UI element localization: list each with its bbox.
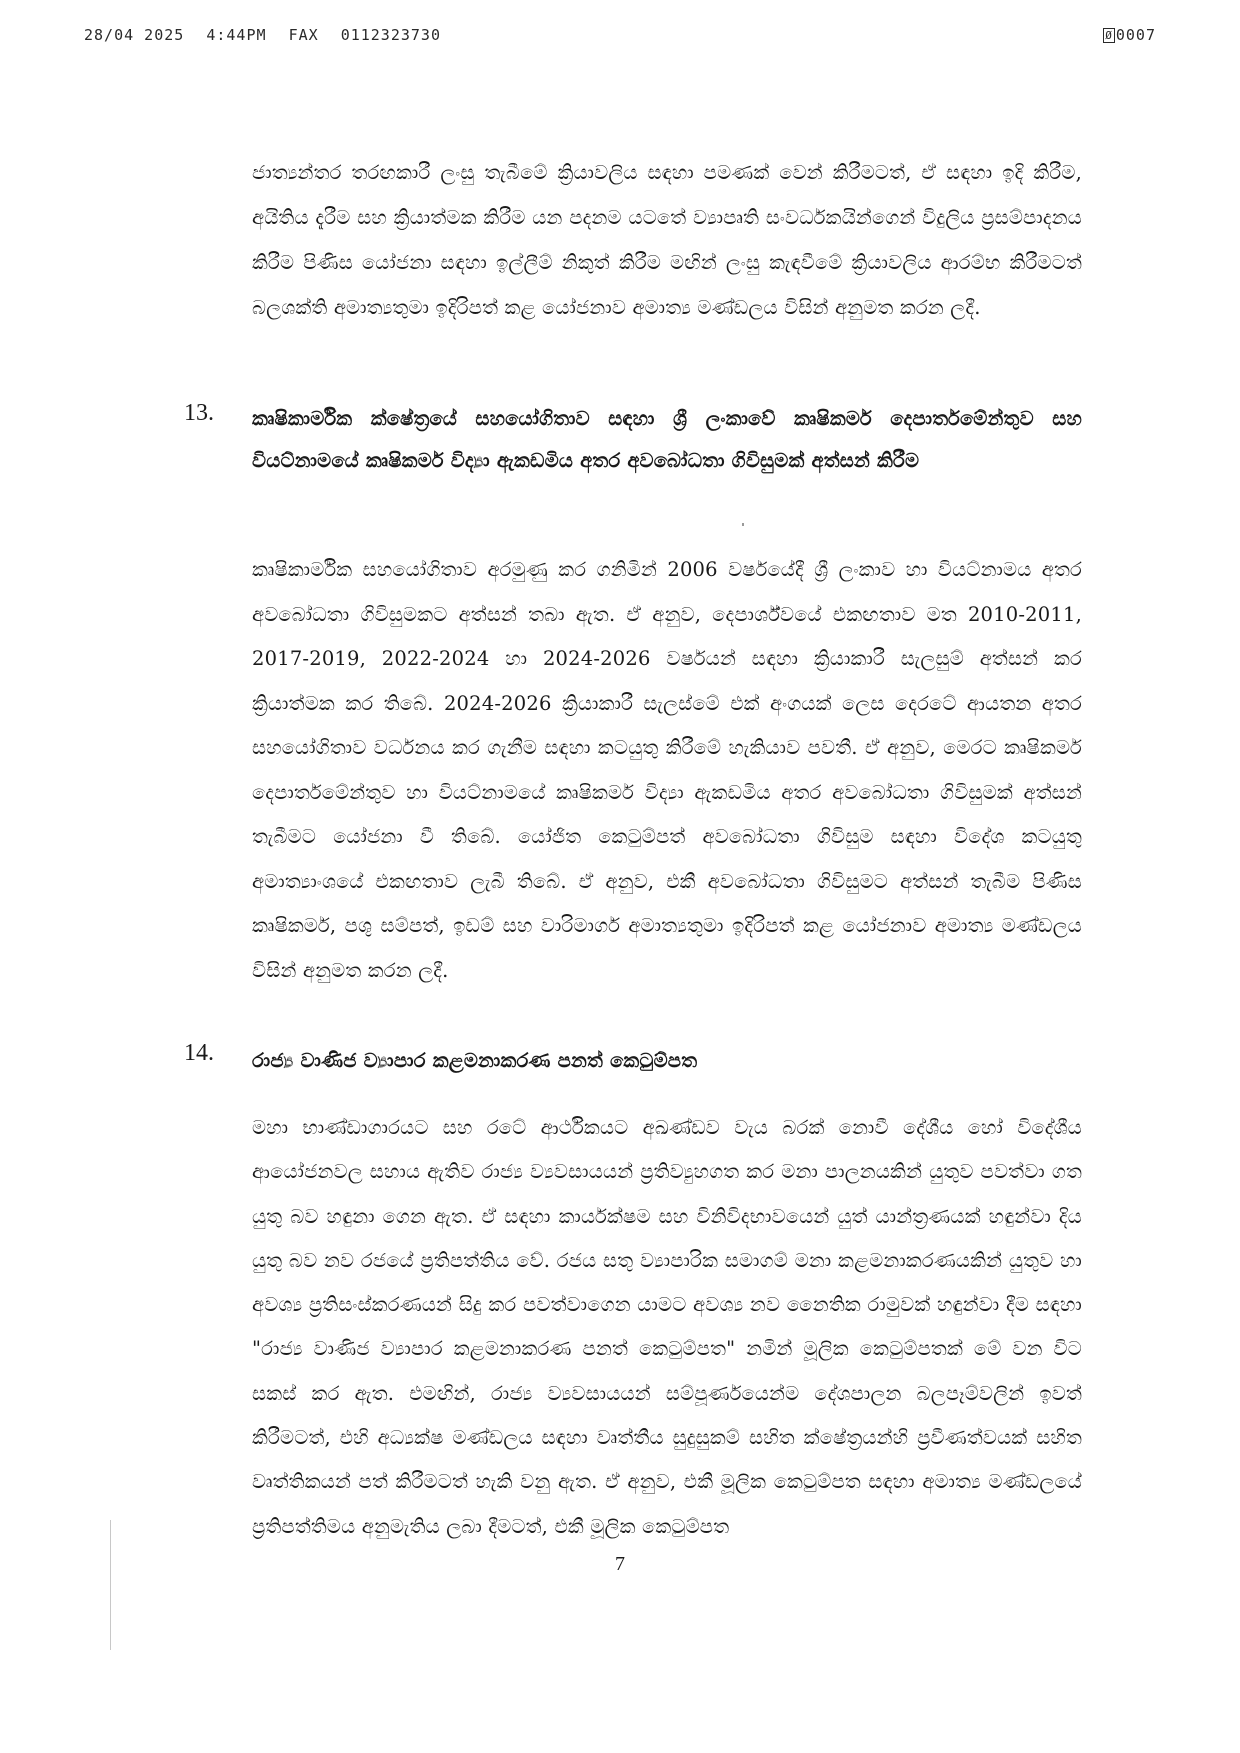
fax-label: FAX <box>288 26 319 44</box>
scan-artifact <box>742 523 744 526</box>
section-13-number: 13. <box>184 400 214 426</box>
fax-transmission-info <box>84 26 453 44</box>
fax-header <box>84 26 1156 50</box>
fax-number: 0112323730 <box>340 26 441 44</box>
fax-page-number: 0007 <box>1115 26 1156 44</box>
section-13-title: කෘෂිකාර්මික ක්ෂේත්‍රයේ සහයෝගිතාව සඳහා ශ්‍රී ලංකාවේ කෘෂිකර්ම දෙපාර්තමේන්තුව සහ වියට්නාමයේ කෘෂිකර්ම විද්‍යා ඇකඩමිය අතර අවබෝධතා ගිවිසුමක් අත්සන් කිරීම <box>252 407 1082 472</box>
fax-date: 28/04 2025 <box>84 26 185 44</box>
fax-time: 4:44PM <box>206 26 267 44</box>
page-box-icon: Ø <box>1105 29 1113 42</box>
fax-page-code <box>1103 26 1156 44</box>
intro-paragraph: ජාත්‍යන්තර තරඟකාරී ලංසු තැබීමේ ක්‍රියාවලිය සඳහා පමණක් වෙන් කිරීමටත්, ඒ සඳහා ඉදි කිරීම, අයිතිය දැරීම සහ ක්‍රියාත්මක කිරීම යන පදනම යටතේ ව්‍යාපෘති සංවර්ධකයින්ගෙන් විදුලිය ප්‍රසම්පාදනය කිරීම පිණිස යෝජනා සඳහා ඉල්ලීම් නිකුත් කිරීම මඟින් ලංසු කැඳවීමේ ක්‍රියාවලිය ආරම්භ කිරීමටත් බලශක්ති අමාත්‍යතුමා ඉදිරිපත් කළ යෝජනාව අමාත්‍ය මණ්ඩලය විසින් අනුමත කරන ලදී. <box>252 161 1082 319</box>
section-13-body: කෘෂිකාර්මික සහයෝගිතාව අරමුණු කර ගනිමින් 2006 වර්ෂයේදී ශ්‍රී ලංකාව හා වියට්නාමය අතර අවබෝධතා ගිවිසුමකට අත්සන් තබා ඇත. ඒ අනුව, දෙපාර්ශ්වයේ එකඟතාව මත 2010-2011, 2017-2019, 2022-2024 හා 2024-2026 වර්ෂයන් සඳහා ක්‍රියාකාරී සැලසුම් අත්සන් කර ක්‍රියාත්මක කර තිබේ. 2024-2026 ක්‍රියාකාරී සැලස්මේ එක් අංගයක් ලෙස දෙරටේ ආයතන අතර සහයෝගිතාව වර්ධනය කර ගැනීම සඳහා කටයුතු කිරීමේ හැකියාව පවතී. ඒ අනුව, මෙරට කෘෂිකර්ම දෙපාර්තමේන්තුව හා වියට්නාමයේ කෘෂිකර්ම විද්‍යා ඇකඩමිය අතර අවබෝධතා ගිවිසුමක් අත්සන් තැබීමට යෝජනා වී තිබේ. යෝජිත කෙටුම්පත් අවබෝධතා ගිවිසුම සඳහා විදේශ කටයුතු අමාත්‍යාංශයේ එකඟතාව ලැබී තිබේ. ඒ අනුව, එකී අවබෝධතා ගිවිසුමට අත්සන් තැබීම පිණිස කෘෂිකර්ම, පශු සම්පත්, ඉඩම් සහ වාරිමාර්ග අමාත්‍යතුමා ඉදිරිපත් කළ යෝජනාව අමාත්‍ය මණ්ඩලය විසින් අනුමත කරන ලදී. <box>252 558 1082 982</box>
section-14-title: රාජ්‍ය වාණිජ ව්‍යාපාර කළමනාකරණ පනත් කෙටුම්පත <box>252 1049 698 1072</box>
section-14-number: 14. <box>184 1040 214 1066</box>
section-14-body: මහා භාණ්ඩාගාරයට සහ රටේ ආර්ථිකයට අඛණ්ඩව වැය බරක් නොවී දේශීය හෝ විදේශීය ආයෝජනවල සහාය ඇතිව රාජ්‍ය ව්‍යවසායයන් ප්‍රතිව්‍යුහගත කර මනා පාලනයකින් යුතුව පවත්වා ගත යුතු බව හඳුනා ගෙන ඇත. ඒ සඳහා කාර්යක්ෂම සහ විනිවිදභාවයෙන් යුත් යාන්ත්‍රණයක් හඳුන්වා දිය යුතු බව නව රජයේ ප්‍රතිපත්තිය වේ. රජය සතු ව්‍යාපාරික සමාගම් මනා කළමනාකරණයකින් යුතුව හා අවශ්‍ය ප්‍රතිසංස්කරණයන් සිදු කර පවත්වාගෙන යාමට අවශ්‍ය නව නෛතික රාමුවක් හඳුන්වා දීම සඳහා "රාජ්‍ය වාණිජ ව්‍යාපාර කළමනාකරණ පනත් කෙටුම්පත" නමින් මූලික කෙටුම්පතක් මේ වන විට සකස් කර ඇත. එමඟින්, රාජ්‍ය ව්‍යවසායයන් සම්පූර්ණයෙන්ම දේශපාලන බලපෑම්වලින් ඉවත් කිරීමටත්, එහි අධ්‍යක්ෂ මණ්ඩලය සඳහා වෘත්තීය සුදුසුකම් සහිත ක්ෂේත්‍රයන්හි ප්‍රවීණත්වයක් සහිත වෘත්තිකයන් පත් කිරීමටත් හැකි වනු ඇත. ඒ අනුව, එකී මූලික කෙටුම්පත සඳහා අමාත්‍ය මණ්ඩලයේ ප්‍රතිපත්තිමය අනුමැතිය ලබා දීමටත්, එකී මූලික කෙටුම්පත <box>252 1116 1082 1538</box>
scan-margin-line <box>110 1520 111 1650</box>
page-number: 7 <box>615 1553 625 1575</box>
